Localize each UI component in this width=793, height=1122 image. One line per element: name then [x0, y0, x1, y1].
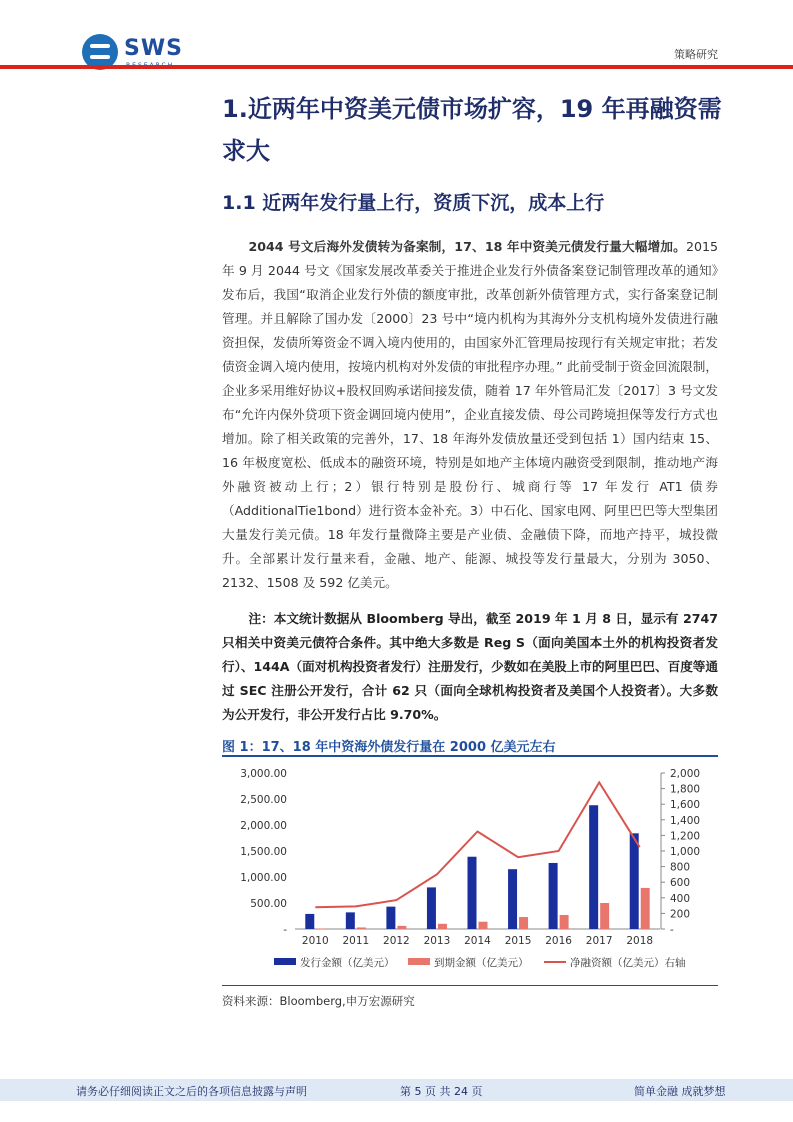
bar-maturity — [519, 917, 528, 929]
legend-swatch — [274, 958, 296, 965]
bar-maturity — [600, 903, 609, 929]
right-axis-tick-label: 1,600 — [670, 799, 701, 812]
bar-issuance — [468, 857, 477, 929]
paragraph-1-lead: 2044 号文后海外发债转为备案制，17、18 年中资美元债发行量大幅增加。 — [248, 239, 686, 254]
right-axis-tick-label: - — [670, 924, 674, 936]
legend-label: 净融资额（亿美元）右轴 — [570, 957, 686, 969]
figure-bottom-rule — [222, 985, 718, 986]
legend-label: 到期金额（亿美元） — [434, 957, 529, 969]
right-axis-tick-label: 1,800 — [670, 783, 701, 796]
right-axis-tick-label: 1,400 — [670, 814, 701, 827]
header-divider — [0, 65, 793, 69]
left-axis-tick-label: 500.00 — [250, 898, 287, 910]
right-axis-tick-label: 2,000 — [670, 768, 701, 780]
bar-maturity — [357, 927, 366, 929]
legend-label: 发行金额（亿美元） — [300, 957, 395, 969]
x-axis-tick-label: 2011 — [342, 935, 370, 947]
right-axis-tick-label: 400 — [670, 892, 691, 905]
x-axis-tick-label: 2013 — [423, 935, 451, 947]
x-axis-tick-label: 2012 — [383, 935, 410, 947]
left-axis-tick-label: 2,000.00 — [240, 820, 287, 832]
footer-disclaimer: 请务必仔细阅读正文之后的各项信息披露与声明 — [76, 1085, 307, 1098]
bar-maturity — [560, 915, 569, 929]
bar-maturity — [438, 924, 447, 929]
left-axis-tick-label: 1,000.00 — [240, 872, 287, 884]
bar-issuance — [427, 887, 436, 929]
figure-title: 图 1：17、18 年中资海外债发行量在 2000 亿美元左右 — [222, 740, 556, 755]
right-axis-tick-label: 600 — [670, 877, 691, 890]
bar-maturity — [397, 926, 406, 929]
bar-issuance — [549, 863, 558, 929]
footer-slogan: 简单金融 成就梦想 — [634, 1085, 726, 1098]
issuance-chart — [222, 758, 718, 984]
source-note: 资料来源：Bloomberg,申万宏源研究 — [222, 994, 415, 1008]
right-axis-tick-label: 800 — [670, 861, 691, 874]
right-axis-tick-label: 1,000 — [670, 846, 701, 858]
bar-issuance — [589, 805, 598, 929]
right-axis-tick-label: 200 — [670, 908, 691, 921]
bar-maturity — [641, 888, 650, 929]
x-axis-tick-label: 2017 — [585, 935, 613, 947]
paragraph-1 — [222, 235, 718, 595]
bar-maturity — [316, 928, 325, 929]
bar-issuance — [630, 833, 639, 929]
left-axis-tick-label: 3,000.00 — [240, 768, 287, 780]
x-axis-tick-label: 2018 — [626, 935, 654, 947]
x-axis-tick-label: 2015 — [504, 935, 532, 947]
x-axis-tick-label: 2014 — [464, 935, 491, 947]
subsection-title: 1.1 近两年发行量上行，资质下沉，成本上行 — [222, 192, 605, 214]
bar-issuance — [305, 914, 314, 929]
bar-maturity — [479, 922, 488, 929]
bar-issuance — [386, 907, 395, 929]
left-axis-tick-label: 2,500.00 — [240, 794, 287, 806]
legend-swatch — [408, 958, 430, 965]
section-title: 1.近两年中资美元债市场扩容，19 年再融资需求大 — [222, 95, 722, 165]
bar-issuance — [346, 912, 355, 929]
x-axis-tick-label: 2016 — [545, 935, 572, 947]
left-axis-tick-label: 1,500.00 — [240, 846, 287, 858]
logo-text: SWS — [124, 36, 183, 61]
x-axis-tick-label: 2010 — [301, 935, 329, 947]
figure-top-rule — [222, 755, 718, 757]
header-category: 策略研究 — [674, 48, 718, 61]
left-axis-tick-label: - — [283, 924, 287, 936]
paragraph-2-note: 注：本文统计数据从 Bloomberg 导出，截至 2019 年 1 月 8 日，显示有 2747 只相关中资美元债符合条件。其中绝大多数是 Reg S（面向美国本土外的机构投资者发行）、144A（面对机构投资者发行）注册发行，少数如在美股上市的阿里巴巴、百度等通过 SEC 注册公开发行，合计 62 只（面向全球机构投资者及美国个人投资者）。大多数为公开发行，非公开发行占比 9.70%。 — [222, 611, 718, 722]
footer-page-number: 第 5 页 共 24 页 — [400, 1085, 483, 1098]
paragraph-1-body: 2015 年 9 月 2044 号文《国家发展改革委关于推进企业发行外债备案登记制管理改革的通知》发布后，我国“取消企业发行外债的额度审批，改革创新外债管理方式，实行备案登记制管理。并且解除了国办发〔2000〕23 号中“境内机构为其海外分支机构境外发债进行融资担保，发债所筹资金不调入境内使用的，由国家外汇管理局按现行有关规定审批；若发债资金调入境内使用，按境内机构对外发债的审批程序办理。” 此前受制于资金回流限制，企业多采用维好协议+股权回购承诺间接发债，随着 17 年外管局汇发〔2017〕3 号文发布“允许内保外贷项下资金调回境内使用”，企业直接发债、母公司跨境担保等发行方式也增加。除了相关政策的完善外，17、18 年海外发债放量还受到包括 1）国内结束 15、16 年极度宽松、低成本的融资环境，特别是如地产主体境内融资受到限制，推动地产海外融资被动上行；2）银行特别是股份行、城商行等 17 年发行 AT1 债券（AdditionalTie1bond）进行资本金补充。3）中石化、国家电网、阿里巴巴等大型集团大量发行美元债。18 年发行量微降主要是产业债、金融债下降，而地产持平，城投微升。全部累计发行量来看，金融、地产、能源、城投等发行量最大，分别为 3050、2132、1508 及 592 亿美元。 — [222, 239, 718, 590]
bar-issuance — [508, 869, 517, 929]
right-axis-tick-label: 1,200 — [670, 830, 701, 843]
